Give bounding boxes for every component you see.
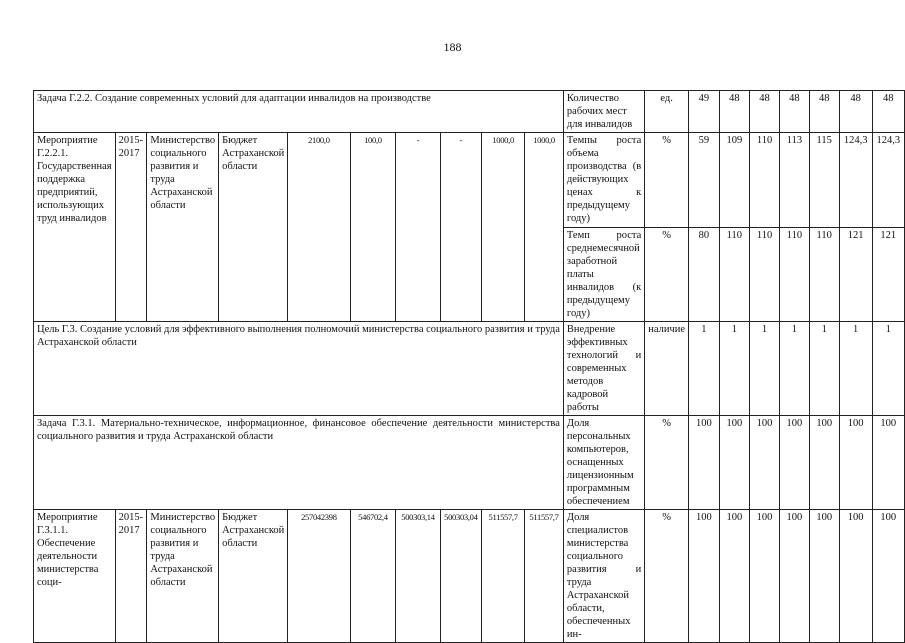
- measure-g311-period: 2015-2017: [115, 510, 147, 643]
- goal-g3-value: 1: [872, 322, 904, 416]
- task-g31-title: Задача Г.3.1. Материально-техническое, информационное, финансовое обеспечение деятельности министерства социального развития и труда Астраханской области: [34, 416, 564, 510]
- measure-g221-value-1: 113: [779, 133, 809, 228]
- page-number: 188: [443, 40, 462, 54]
- goal-g3-indicator: Внедрение эффективных технологий и современных методов кадровой работы: [563, 322, 644, 416]
- task-g22-value: 48: [719, 91, 750, 133]
- goal-g3-value: 1: [839, 322, 872, 416]
- task-g31-value: 100: [839, 416, 872, 510]
- measure-g221-value-2: 110: [809, 228, 839, 322]
- measure-g221-funding: 1000,0: [482, 133, 525, 322]
- measure-g221-unit-2: %: [645, 228, 689, 322]
- measure-g221-value-2: 110: [719, 228, 750, 322]
- measure-g311-funding: 511557,7: [525, 510, 564, 643]
- task-g31-value: 100: [719, 416, 750, 510]
- measure-g221-funding: 100,0: [350, 133, 396, 322]
- task-g22-indicator: Количество рабочих мест для инвалидов: [563, 91, 644, 133]
- task-g31-value: 100: [779, 416, 809, 510]
- measure-g311-value: 100: [750, 510, 780, 643]
- measure-g221-value-2: 110: [779, 228, 809, 322]
- measure-g311-value: 100: [809, 510, 839, 643]
- measure-g221-period: 2015-2017: [115, 133, 147, 322]
- measure-g311-unit: %: [645, 510, 689, 643]
- task-g22-value: 48: [779, 91, 809, 133]
- task-g22-unit: ед.: [645, 91, 689, 133]
- measure-g221-value-1: 115: [809, 133, 839, 228]
- measure-g311-value: 100: [779, 510, 809, 643]
- task-g31-value: 100: [872, 416, 904, 510]
- goal-g3-title: Цель Г.3. Создание условий для эффективного выполнения полномочий министерства социального развития и труда Астраханской области: [34, 322, 564, 416]
- measure-g311-funding: 257042398: [288, 510, 350, 643]
- measure-g221-value-1: 110: [750, 133, 780, 228]
- task-g22-value: 48: [839, 91, 872, 133]
- measure-g221-value-1: 124,3: [839, 133, 872, 228]
- table-row-task-g31: [34, 416, 905, 510]
- task-g22-value: 49: [689, 91, 720, 133]
- measure-g221-source: Бюджет Астраханской области: [219, 133, 288, 322]
- measure-g221-funding: 2100,0: [288, 133, 350, 322]
- measure-g311-funding: 511557,7: [482, 510, 525, 643]
- table-row-task-g22: [34, 91, 905, 133]
- measure-g221-unit-1: %: [645, 133, 689, 228]
- measure-g311-value: 100: [689, 510, 720, 643]
- goal-g3-value: 1: [779, 322, 809, 416]
- measure-g221-value-1: 109: [719, 133, 750, 228]
- measure-g221-value-1: 124,3: [872, 133, 904, 228]
- task-g31-value: 100: [809, 416, 839, 510]
- measure-g221-funding: -: [396, 133, 440, 322]
- measure-g221-indicator-1: Темпы роста объема производства (в действующих ценах к предыдущему году): [563, 133, 644, 228]
- measure-g311-name: Мероприятие Г.3.1.1. Обеспечение деятельности министерства соци-: [34, 510, 116, 643]
- measure-g221-executor: Министерство социального развития и труда Астраханской области: [147, 133, 219, 322]
- measure-g311-indicator: Доля специалистов министерства социального развития и труда Астраханской области, обеспеченных ин-: [563, 510, 644, 643]
- measure-g221-funding: -: [440, 133, 482, 322]
- task-g31-value: 100: [750, 416, 780, 510]
- goal-g3-value: 1: [689, 322, 720, 416]
- measure-g311-value: 100: [839, 510, 872, 643]
- program-table: [33, 90, 905, 643]
- task-g31-indicator: Доля персональных компьютеров, оснащенных лицензионным программным обеспечением: [563, 416, 644, 510]
- measure-g311-executor: Министерство социального развития и труда Астраханской области: [147, 510, 219, 643]
- measure-g221-name: Мероприятие Г.2.2.1. Государственная поддержка предприятий, использующих труд инвалидов: [34, 133, 116, 322]
- task-g22-title: Задача Г.2.2. Создание современных условий для адаптации инвалидов на производстве: [34, 91, 564, 133]
- task-g22-value: 48: [750, 91, 780, 133]
- measure-g311-value: 100: [872, 510, 904, 643]
- measure-g311-funding: 500303,14: [396, 510, 440, 643]
- measure-g221-value-2: 80: [689, 228, 720, 322]
- goal-g3-value: 1: [809, 322, 839, 416]
- measure-g221-indicator-2: Темп роста среднемесячной заработной платы инвалидов (к предыдущему году): [563, 228, 644, 322]
- measure-g221-value-1: 59: [689, 133, 720, 228]
- goal-g3-unit: наличие: [645, 322, 689, 416]
- task-g22-value: 48: [872, 91, 904, 133]
- measure-g221-value-2: 110: [750, 228, 780, 322]
- table-row-goal-g3: [34, 322, 905, 416]
- measure-g221-value-2: 121: [872, 228, 904, 322]
- goal-g3-value: 1: [719, 322, 750, 416]
- measure-g311-funding: 546702,4: [350, 510, 396, 643]
- task-g22-value: 48: [809, 91, 839, 133]
- table-row-measure-g311: [34, 510, 905, 643]
- measure-g221-value-2: 121: [839, 228, 872, 322]
- measure-g311-funding: 500303,04: [440, 510, 482, 643]
- task-g31-value: 100: [689, 416, 720, 510]
- goal-g3-value: 1: [750, 322, 780, 416]
- task-g31-unit: %: [645, 416, 689, 510]
- table-row-measure-g221: [34, 133, 905, 228]
- measure-g311-source: Бюджет Астраханской области: [219, 510, 288, 643]
- measure-g221-funding: 1000,0: [525, 133, 564, 322]
- measure-g311-value: 100: [719, 510, 750, 643]
